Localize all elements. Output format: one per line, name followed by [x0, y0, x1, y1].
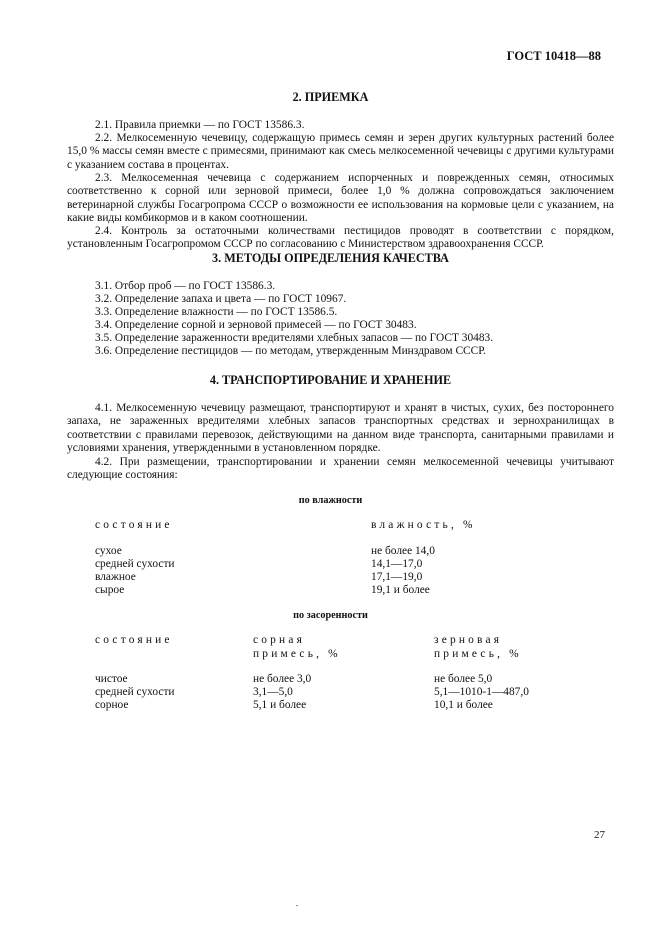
paragraph-2-3: 2.3. Мелкосеменная чечевица с содержанием испорченных и поврежденных семян, относимых соответственно к сорной или зерновой примеси, более 1,0 % должна сопровождаться заключением ветеринарной службы Госагропрома СССР о возможности ее использования на кормовые цели с указанием, на какие виды комбикормов и в каком соотношении. — [67, 172, 614, 225]
section-title-transport-storage: 4. ТРАНСПОРТИРОВАНИЕ И ХРАНЕНИЕ — [209, 373, 452, 387]
item-3-1: 3.1. Отбор проб — по ГОСТ 13586.3. — [95, 280, 276, 292]
table-cell: 5,1 и более — [253, 699, 307, 711]
table-cell: чистое — [95, 673, 128, 685]
paragraph-2-2: 2.2. Мелкосеменную чечевицу, содержащую примесь семян и зерен других культурных растений более 15,0 % массы семян вместе с примесями, принимают как смесь мелкосеменной чечевицы с другими культурами с указанием состава в процентах. — [67, 132, 614, 171]
table-cell: не более 14,0 — [371, 545, 435, 557]
page-number: 27 — [594, 829, 605, 841]
table-caption-impurity: по засоренности — [293, 610, 368, 621]
table-caption-moisture: по влажности — [298, 495, 363, 506]
scan-artifact — [296, 905, 298, 906]
section-title-acceptance: 2. ПРИЕМКА — [292, 90, 369, 104]
table-cell: сырое — [95, 584, 125, 596]
paragraph-4-2: 4.2. При размещении, транспортировании и хранении семян мелкосеменной чечевицы учитывают следующие состояния: — [67, 456, 614, 482]
table-header-grain-impurity-unit: примесь, % — [434, 648, 522, 660]
table-header-grain-impurity: зерновая — [434, 634, 503, 646]
table-cell: не более 5,0 — [434, 673, 493, 685]
table-cell: сорное — [95, 699, 129, 711]
table-cell: сухое — [95, 545, 122, 557]
table-header-state: состояние — [95, 634, 173, 646]
paragraph-2-1: 2.1. Правила приемки — по ГОСТ 13586.3. — [95, 119, 305, 131]
table-cell: средней сухости — [95, 686, 175, 698]
table-header-weed-impurity: сорная — [253, 634, 306, 646]
paragraph-2-4: 2.4. Контроль за остаточными количествами пестицидов проводят в соответствии с порядком, установленным Госагропромом СССР по согласованию с Министерством здравоохранения СССР. — [67, 225, 614, 251]
item-3-5: 3.5. Определение зараженности вредителями хлебных запасов — по ГОСТ 30483. — [95, 332, 494, 344]
table-cell: 3,1—5,0 — [253, 686, 293, 698]
paragraph-4-1: 4.1. Мелкосеменную чечевицу размещают, транспортируют и хранят в чистых, сухих, без постороннего запаха, не зараженных вредителями хлебных запасов транспортных средствах и зернохранилищах в соответствии с правилами перевозок, действующими на данном виде транспорта, санитарными правилами и условиями хранения, утвержденными в установленном порядке. — [67, 402, 614, 455]
table-header-weed-impurity-unit: примесь, % — [253, 648, 341, 660]
document-number: ГОСТ 10418—88 — [506, 49, 601, 63]
table-cell: не более 3,0 — [253, 673, 312, 685]
table-cell: 10,1 и более — [434, 699, 493, 711]
item-3-6: 3.6. Определение пестицидов — по методам, утвержденным Минздравом СССР. — [95, 345, 487, 357]
table-cell: влажное — [95, 571, 136, 583]
table-cell: средней сухости — [95, 558, 175, 570]
table-cell: 14,1—17,0 — [371, 558, 423, 570]
table-cell: 17,1—19,0 — [371, 571, 423, 583]
table-header-state: состояние — [95, 519, 173, 531]
item-3-4: 3.4. Определение сорной и зерновой примесей — по ГОСТ 30483. — [95, 319, 417, 331]
table-cell: 19,1 и более — [371, 584, 430, 596]
table-header-moisture: влажность, % — [371, 519, 476, 531]
item-3-3: 3.3. Определение влажности — по ГОСТ 13586.5. — [95, 306, 338, 318]
table-cell: 5,1—1010-1—487,0 — [434, 686, 529, 698]
section-title-quality-methods: 3. МЕТОДЫ ОПРЕДЕЛЕНИЯ КАЧЕСТВА — [212, 251, 449, 265]
item-3-2: 3.2. Определение запаха и цвета — по ГОСТ 10967. — [95, 293, 347, 305]
